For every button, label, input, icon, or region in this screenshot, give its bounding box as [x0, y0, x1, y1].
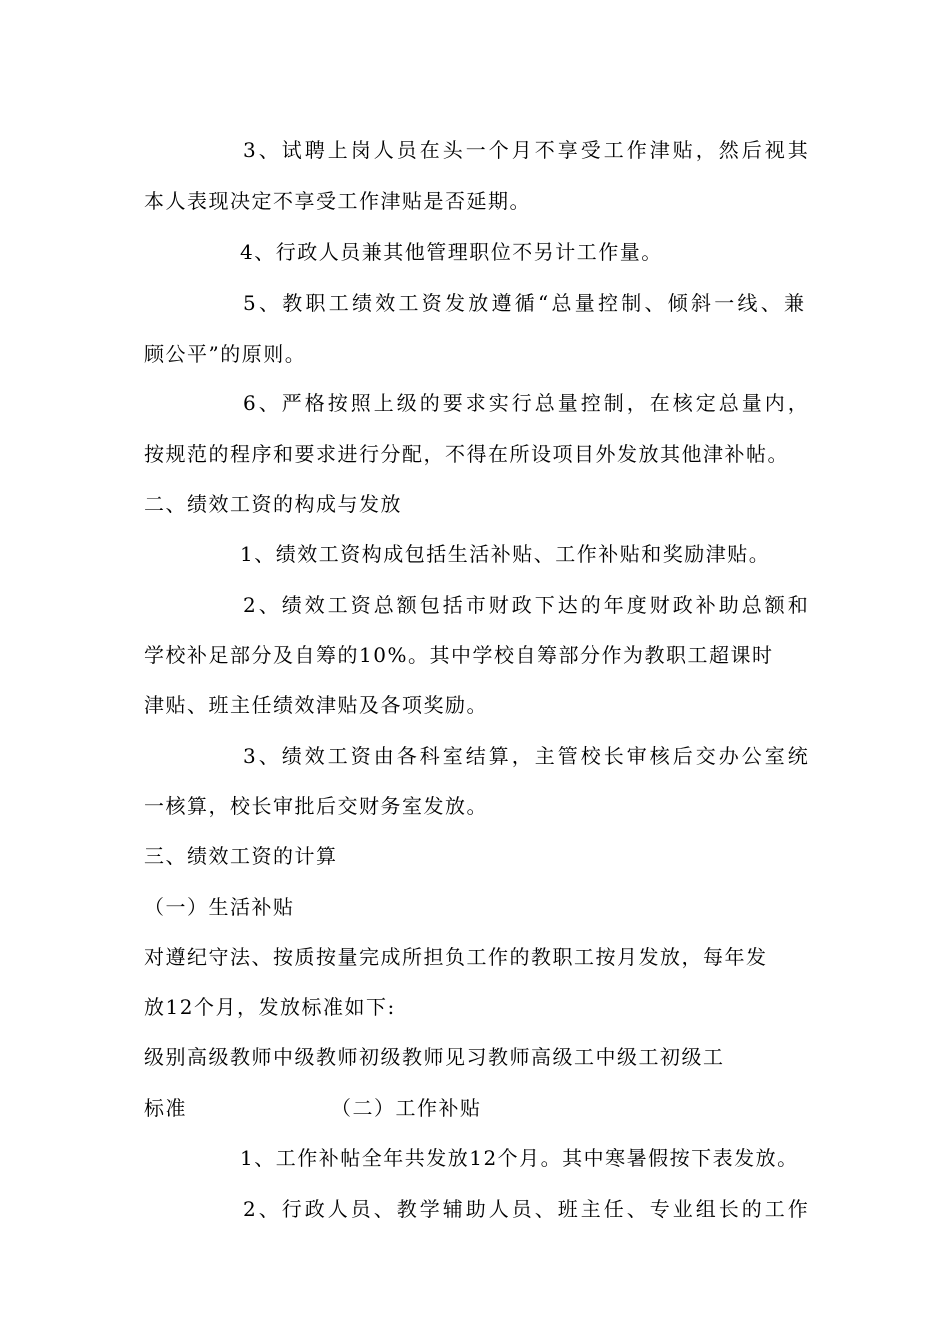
- table-standard-label: 标准: [144, 1096, 187, 1120]
- paragraph-line-4: 5、教职工绩效工资发放遵循“总量控制、倾斜一线、兼: [243, 291, 808, 315]
- paragraph-line-18: 放12个月，发放标准如下:: [144, 995, 396, 1019]
- table-header-row: 级别高级教师中级教师初级教师见习教师高级工中级工初级工: [144, 1045, 725, 1069]
- paragraph-line-17: 对遵纪守法、按质按量完成所担负工作的教职工按月发放，每年发: [144, 945, 768, 969]
- paragraph-line-9: 1、绩效工资构成包括生活补贴、工作补贴和奖励津贴。: [240, 542, 771, 566]
- paragraph-line-14: 一核算，校长审批后交财务室发放。: [144, 794, 488, 818]
- subsection-heading-1: （一）生活补贴: [144, 895, 295, 919]
- section-heading-2: 二、绩效工资的构成与发放: [144, 492, 402, 516]
- paragraph-line-6: 6、严格按照上级的要求实行总量控制，在核定总量内，: [243, 391, 811, 415]
- paragraph-line-11: 学校补足部分及自筹的10%。其中学校自筹部分作为教职工超课时: [144, 643, 774, 667]
- paragraph-line-7: 按规范的程序和要求进行分配，不得在所设项目外发放其他津补帖。: [144, 442, 789, 466]
- paragraph-line-3: 4、行政人员兼其他管理职位不另计工作量。: [240, 240, 663, 264]
- paragraph-line-10: 2、绩效工资总额包括市财政下达的年度财政补助总额和: [243, 593, 811, 617]
- paragraph-line-1: 3、试聘上岗人员在头一个月不享受工作津贴，然后视其: [243, 138, 811, 162]
- paragraph-line-23: 2、行政人员、教学辅助人员、班主任、专业组长的工作: [243, 1197, 811, 1221]
- paragraph-line-13: 3、绩效工资由各科室结算，主管校长审核后交办公室统: [243, 744, 811, 768]
- subsection-heading-2: （二）工作补贴: [331, 1096, 482, 1120]
- paragraph-line-22: 1、工作补帖全年共发放12个月。其中寒暑假按下表发放。: [240, 1146, 799, 1170]
- section-heading-3: 三、绩效工资的计算: [144, 844, 338, 868]
- paragraph-line-12: 津贴、班主任绩效津贴及各项奖励。: [144, 693, 488, 717]
- paragraph-line-2: 本人表现决定不享受工作津贴是否延期。: [144, 189, 531, 213]
- paragraph-line-5: 顾公平”的原则。: [144, 342, 307, 366]
